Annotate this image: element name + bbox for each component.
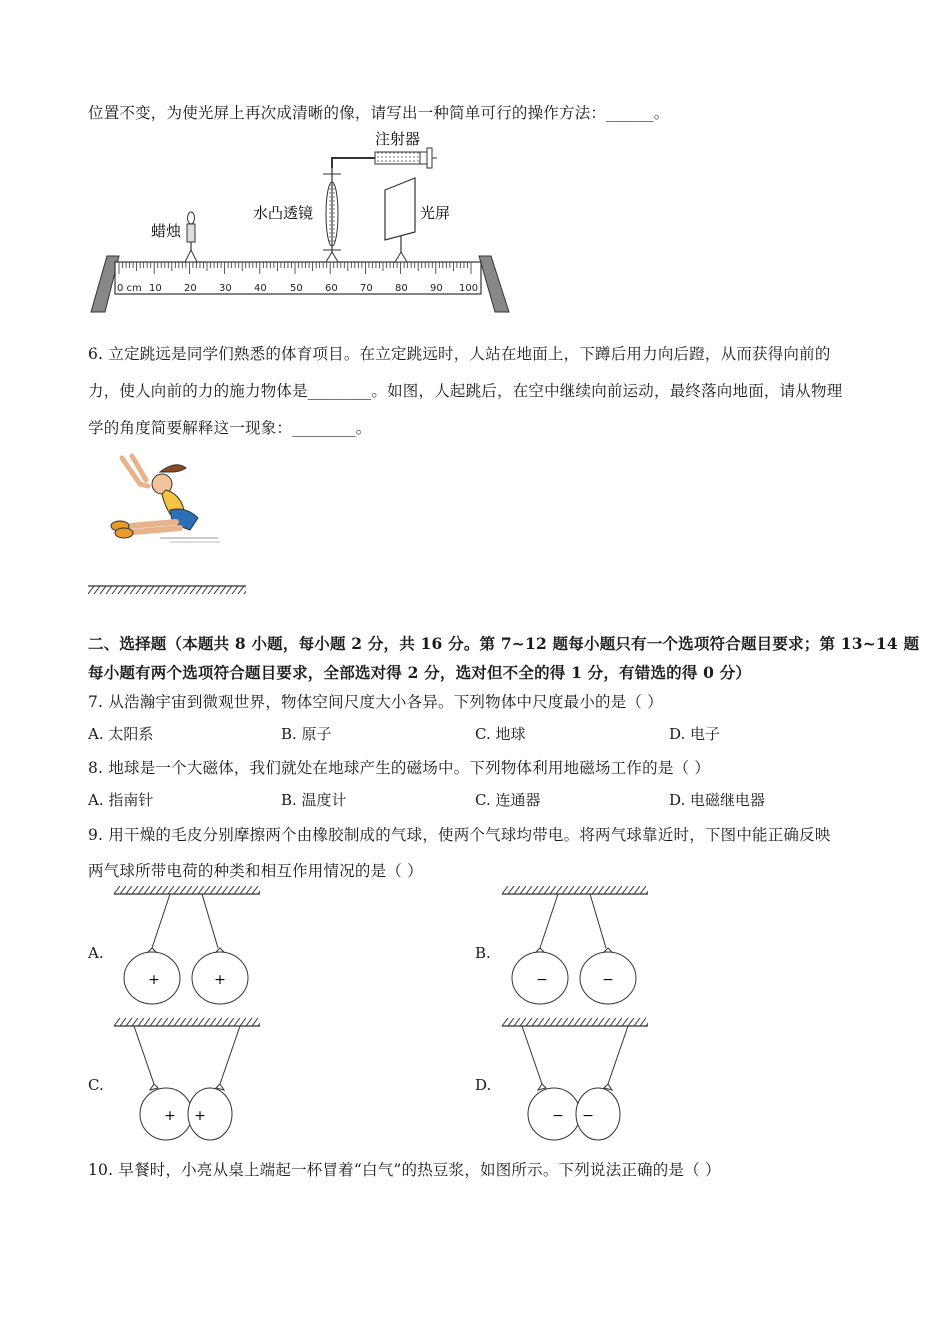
ceiling-hatch-line (156, 1018, 162, 1026)
q8-stem: 8. 地球是一个大磁体，我们就处在地球产生的磁场中。下列物体利用地磁场工作的是（ ） (88, 759, 711, 777)
ground-hatch-line (94, 586, 100, 594)
q6-line-2: 力，使人向前的力的施力物体是________。如图，人起跳后，在空中继续向前运动，最终落向地面，请从物理 (88, 382, 843, 400)
ceiling-hatch-line (216, 1018, 222, 1026)
ceiling-hatch-line (562, 886, 568, 894)
ceiling-hatch-line (628, 886, 634, 894)
ceiling-hatch-line (204, 886, 210, 894)
q9-option-b-label[interactable]: B. (475, 944, 491, 962)
ceiling-hatch-line (622, 1018, 628, 1026)
ceiling-hatch-line (204, 1018, 210, 1026)
ceiling-hatch-line (514, 886, 520, 894)
charge-sign: + (214, 972, 226, 988)
ceiling-hatch-line (186, 886, 192, 894)
q8-option-a[interactable]: A. 指南针 (88, 791, 154, 809)
q10-stem: 10. 早餐时，小亮从桌上端起一杯冒着“白气”的热豆浆，如图所示。下列说法正确的是（ ） (88, 1161, 721, 1179)
long-jumper-icon (111, 456, 220, 542)
ceiling-hatch-line (150, 886, 156, 894)
ground-hatch-line (166, 586, 172, 594)
ceiling-hatch-line (246, 1018, 252, 1026)
ceiling-hatch-line (520, 886, 526, 894)
ceiling-hatch-line (544, 1018, 550, 1026)
scale-label: 70 (360, 283, 373, 294)
ground-hatch-line (214, 586, 220, 594)
long-jump-figure (100, 450, 230, 545)
section2-header-line-1: 二、选择题（本题共 8 小题，每小题 2 分，共 16 分。第 7~12 题每小题只有一个选项符合题目要求；第 13~14 题 (88, 634, 920, 653)
ceiling-hatch-line (610, 1018, 616, 1026)
q9-option-c-label[interactable]: C. (88, 1076, 104, 1094)
ceiling-hatch-line (550, 886, 556, 894)
q6-line-3: 学的角度简要解释这一现象：________。 (88, 419, 372, 437)
ground-hatch-line (100, 586, 106, 594)
ceiling-hatch-line (162, 886, 168, 894)
q9-option-a-label[interactable]: A. (88, 944, 104, 962)
charge-sign: − (582, 1108, 594, 1124)
ceiling-hatch-line (144, 886, 150, 894)
ground-hatch-line (154, 586, 160, 594)
ceiling-hatch-line (556, 886, 562, 894)
q9-line-1: 9. 用干燥的毛皮分别摩擦两个由橡胶制成的气球，使两个气球均带电。将两气球靠近时，下图中能正确反映 (88, 826, 831, 844)
light-screen-icon (385, 178, 415, 262)
charge-sign: − (536, 972, 548, 988)
ground-hatch-line (244, 586, 246, 594)
ceiling-hatch-line (616, 1018, 622, 1026)
ceiling-hatch-line (168, 1018, 174, 1026)
scale-label: 0 cm (117, 283, 142, 294)
q9-line-2: 两气球所带电荷的种类和相互作用情况的是（ ） (88, 862, 423, 880)
ceiling-hatch-line (120, 1018, 126, 1026)
charge-sign: + (194, 1108, 206, 1124)
ceiling-hatch-line (580, 1018, 586, 1026)
q7-option-a[interactable]: A. 太阳系 (88, 725, 154, 743)
scale-label: 10 (149, 283, 162, 294)
ceiling-hatch-line (592, 886, 598, 894)
ceiling-hatch-line (574, 886, 580, 894)
ceiling-hatch-line (228, 886, 234, 894)
ceiling-hatch-line (192, 886, 198, 894)
ground-hatch-line (220, 586, 226, 594)
ground-hatch-line (130, 586, 136, 594)
q5-tail-text: 位置不变，为使光屏上再次成清晰的像，请写出一种简单可行的操作方法：______。 (88, 104, 670, 122)
q7-option-d[interactable]: D. 电子 (669, 725, 721, 743)
ceiling-hatch-line (138, 886, 144, 894)
ceiling-hatch-line (126, 1018, 132, 1026)
ceiling-hatch-line (234, 1018, 240, 1026)
ceiling-hatch-line (508, 1018, 514, 1026)
ceiling-hatch-line (240, 1018, 246, 1026)
scale-label: 80 (395, 283, 408, 294)
ceiling-hatch-line (520, 1018, 526, 1026)
ceiling-hatch-line (646, 886, 648, 894)
ground-hatch-line (106, 586, 112, 594)
ceiling-hatch-line (222, 886, 228, 894)
ceiling-hatch-line (132, 1018, 138, 1026)
ceiling-hatch-line (168, 886, 174, 894)
ceiling-hatch-line (234, 886, 240, 894)
ceiling-hatch-line (228, 1018, 234, 1026)
ceiling-hatch-line (538, 886, 544, 894)
ceiling-hatch-line (138, 1018, 144, 1026)
ceiling-hatch-line (502, 886, 508, 894)
scale-label: 90 (430, 283, 443, 294)
ceiling-hatch-line (180, 1018, 186, 1026)
bench-right-leg (479, 256, 509, 312)
ceiling-hatch-line (628, 1018, 634, 1026)
scale-label: 50 (290, 283, 303, 294)
ground-hatch-line (124, 586, 130, 594)
ground-hatch-line (226, 586, 232, 594)
ground-hatch-line (238, 586, 244, 594)
ground-hatch-line (118, 586, 124, 594)
ceiling-hatch-line (216, 886, 222, 894)
candle-label: 蜡烛 (151, 222, 182, 240)
ceiling-hatch-line (132, 886, 138, 894)
ceiling-hatch-line (532, 886, 538, 894)
ceiling-hatch-line (556, 1018, 562, 1026)
ceiling-hatch-line (586, 886, 592, 894)
ceiling-hatch-line (198, 1018, 204, 1026)
ceiling-hatch-line (604, 886, 610, 894)
ceiling-hatch-line (162, 1018, 168, 1026)
section2-header-line-2: 每小题有两个选项符合题目要求，全部选对得 2 分，选对但不全的得 1 分，有错选的得 0 分） (88, 663, 752, 682)
ceiling-hatch-line (502, 1018, 508, 1026)
water-lens-icon (323, 158, 375, 262)
q8-option-b[interactable]: B. 温度计 (281, 791, 347, 809)
ceiling-hatch-line (526, 1018, 532, 1026)
ceiling-hatch-line (120, 886, 126, 894)
ceiling-hatch-line (550, 1018, 556, 1026)
ceiling-hatch-line (508, 886, 514, 894)
q6-line-1: 6. 立定跳远是同学们熟悉的体育项目。在立定跳远时，人站在地面上，下蹲后用力向后蹬，从而获得向前的 (88, 345, 831, 363)
light-screen-label: 光屏 (420, 204, 451, 222)
ceiling-hatch-line (222, 1018, 228, 1026)
charge-sign: + (164, 1108, 176, 1124)
ceiling-hatch-line (174, 1018, 180, 1026)
q7-option-b[interactable]: B. 原子 (281, 725, 332, 743)
q7-stem: 7. 从浩瀚宇宙到微观世界，物体空间尺度大小各异。下列物体中尺度最小的是（ ） (88, 693, 663, 711)
q9-option-d-label[interactable]: D. (475, 1076, 492, 1094)
ceiling-hatch-line (586, 1018, 592, 1026)
ceiling-hatch-line (598, 1018, 604, 1026)
ceiling-hatch-line (210, 1018, 216, 1026)
syringe-icon (375, 148, 437, 168)
ground-hatch-line (196, 586, 202, 594)
ground-hatch-line (172, 586, 178, 594)
charge-sign: − (552, 1108, 564, 1124)
ceiling-hatch-line (640, 886, 646, 894)
ceiling-hatch-line (126, 886, 132, 894)
scale-label: 60 (325, 283, 338, 294)
q9-option-b-figure[interactable] (498, 886, 648, 1006)
ceiling-hatch-line (114, 1018, 120, 1026)
ceiling-hatch-line (156, 886, 162, 894)
ceiling-hatch-line (568, 1018, 574, 1026)
ceiling-hatch-line (240, 886, 246, 894)
ground-hatch-line (190, 586, 196, 594)
ceiling-hatch-line (532, 1018, 538, 1026)
ground-hatch-line (232, 586, 238, 594)
ceiling-hatch-line (210, 886, 216, 894)
ground-hatch-line (148, 586, 154, 594)
ground-hatch-line (142, 586, 148, 594)
ground-hatch-line (88, 586, 94, 594)
optical-bench-figure (85, 128, 525, 318)
ceiling-hatch-line (252, 1018, 258, 1026)
ceiling-hatch-line (592, 1018, 598, 1026)
ground-hatch-line (178, 586, 184, 594)
ceiling-hatch-line (258, 886, 260, 894)
ground-hatch-line (112, 586, 118, 594)
ceiling-hatch-line (634, 886, 640, 894)
ceiling-hatch-line (180, 886, 186, 894)
ceiling-hatch-line (646, 1018, 648, 1026)
scale-label: 40 (254, 283, 267, 294)
ceiling-hatch-line (526, 886, 532, 894)
ceiling-hatch-line (616, 886, 622, 894)
ground-hatch (88, 584, 246, 596)
q7-option-c[interactable]: C. 地球 (475, 725, 526, 743)
charge-sign: − (602, 972, 614, 988)
q9-option-d-figure[interactable] (498, 1018, 648, 1142)
ceiling-hatch-line (574, 1018, 580, 1026)
ceiling-hatch-line (186, 1018, 192, 1026)
ceiling-hatch-line (114, 886, 120, 894)
q8-option-c[interactable]: C. 连通器 (475, 791, 541, 809)
q9-option-a-figure[interactable] (110, 886, 260, 1006)
ceiling-hatch-line (246, 886, 252, 894)
ceiling-hatch-line (610, 886, 616, 894)
ground-hatch-line (136, 586, 142, 594)
ceiling-hatch-line (640, 1018, 646, 1026)
ceiling-hatch-line (198, 886, 204, 894)
ceiling-hatch-line (538, 1018, 544, 1026)
q9-option-c-figure[interactable] (110, 1018, 260, 1142)
ceiling-hatch-line (258, 1018, 260, 1026)
ceiling-hatch-line (562, 1018, 568, 1026)
ground-hatch-line (184, 586, 190, 594)
ceiling-hatch-line (544, 886, 550, 894)
ground-hatch-line (202, 586, 208, 594)
ground-hatch-line (160, 586, 166, 594)
ceiling-hatch-line (144, 1018, 150, 1026)
ceiling-hatch-line (174, 886, 180, 894)
scale-label: 30 (219, 283, 232, 294)
water-lens-label: 水凸透镜 (253, 204, 314, 222)
ceiling-hatch-line (598, 886, 604, 894)
syringe-label: 注射器 (375, 130, 421, 148)
ceiling-hatch-line (580, 886, 586, 894)
candle-icon (185, 212, 197, 262)
ceiling-hatch-line (150, 1018, 156, 1026)
ground-hatch-line (208, 586, 214, 594)
q8-option-d[interactable]: D. 电磁继电器 (669, 791, 766, 809)
scale-label: 100 (459, 283, 479, 294)
ceiling-hatch-line (634, 1018, 640, 1026)
charge-sign: + (148, 972, 160, 988)
scale-label: 20 (184, 283, 197, 294)
ceiling-hatch-line (568, 886, 574, 894)
ceiling-hatch-line (622, 886, 628, 894)
ceiling-hatch-line (252, 886, 258, 894)
ceiling-hatch-line (514, 1018, 520, 1026)
ceiling-hatch-line (192, 1018, 198, 1026)
ceiling-hatch-line (604, 1018, 610, 1026)
